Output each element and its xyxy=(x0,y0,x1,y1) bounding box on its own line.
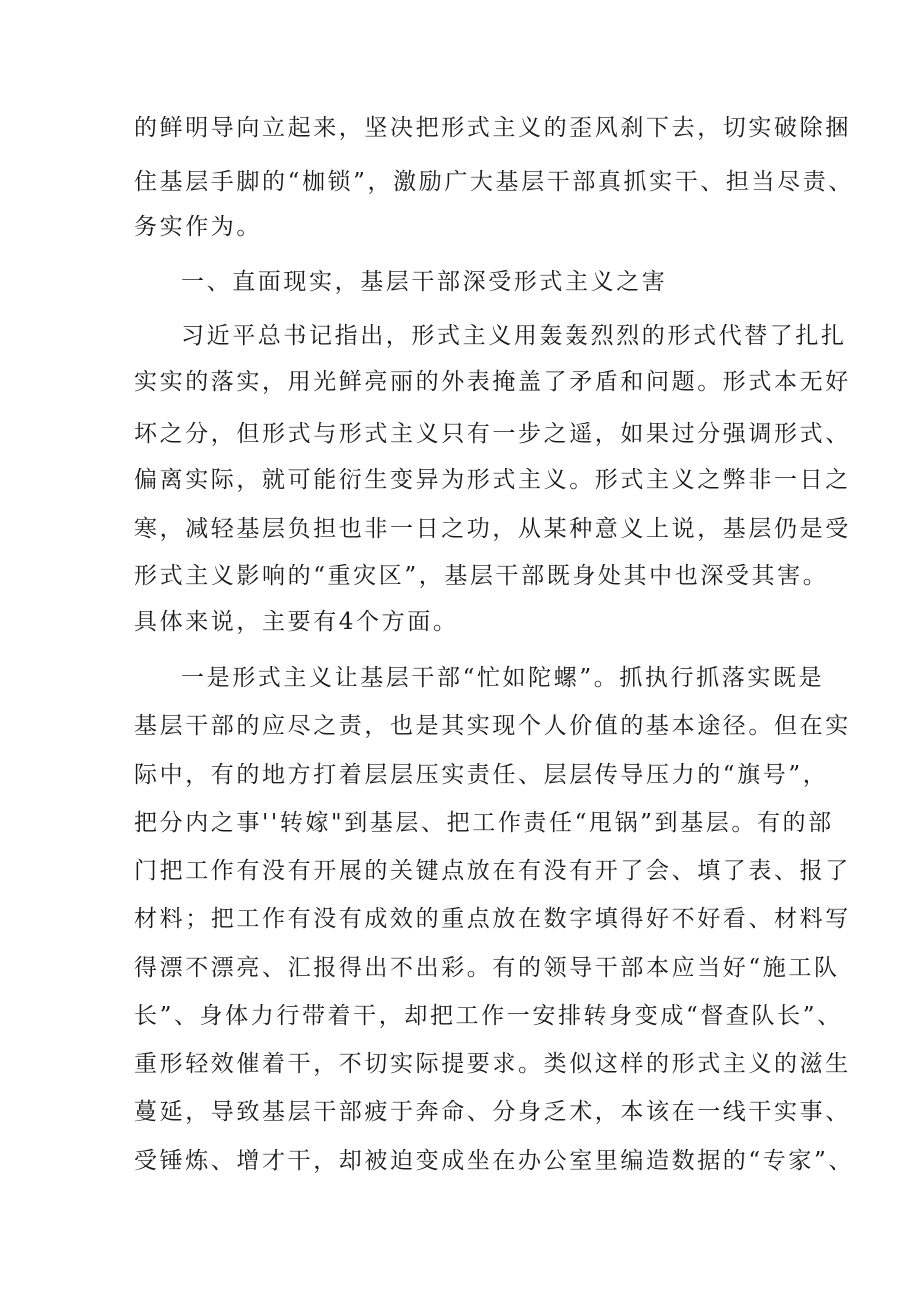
paragraph-1-line-1: 的鲜明导向立起来，坚决把形式主义的歪风刹下去，切实破除捆 xyxy=(134,115,851,141)
paragraph-1-line-3: 务实作为。 xyxy=(134,214,262,240)
section-heading: 一、直面现实，基层干部深受形式主义之害 xyxy=(181,269,668,295)
paragraph-2-line-6: 形式主义影响的“重灾区”，基层干部既身处其中也深受其害。 xyxy=(134,563,829,589)
paragraph-2-line-5: 寒，减轻基层负担也非一日之功，从某种意义上说，基层仍是受 xyxy=(134,516,851,542)
paragraph-3-line-4: 把分内之事''转嫁"到基层、把工作责任“甩锅”到基层。有的部 xyxy=(134,810,834,836)
paragraph-3-line-7: 得漂不漂亮、汇报得出不出彩。有的领导干部本应当好“施工队 xyxy=(134,955,840,981)
paragraph-3-line-6: 材料；把工作有没有成效的重点放在数字填得好不好看、材料写 xyxy=(134,906,851,932)
paragraph-1-line-2: 住基层手脚的“枷锁”，激励广大基层干部真抓实干、担当尽责、 xyxy=(134,169,854,195)
paragraph-3-line-1: 一是形式主义让基层干部“忙如陀螺”。抓执行抓落实既是 xyxy=(181,665,825,691)
paragraph-2-line-7: 具体来说，主要有4个方面。 xyxy=(134,609,459,635)
paragraph-2-line-1: 习近平总书记指出，形式主义用轰轰烈烈的形式代替了扎扎 xyxy=(181,323,847,349)
paragraph-3-line-3: 际中，有的地方打着层层压实责任、层层传导压力的“旗号”， xyxy=(134,762,829,788)
paragraph-3-line-9: 重形轻效催着干，不切实际提要求。类似这样的形式主义的滋生 xyxy=(134,1051,851,1077)
paragraph-2-line-3: 坏之分，但形式与形式主义只有一步之遥，如果过分强调形式、 xyxy=(134,421,851,447)
paragraph-3-line-8: 长”、身体力行带着干，却把工作一安排转身变成“督查队长”、 xyxy=(134,1003,843,1029)
paragraph-3-line-10: 蔓延，导致基层干部疲于奔命、分身乏术，本该在一线干实事、 xyxy=(134,1099,851,1125)
paragraph-2-line-4: 偏离实际，就可能衍生变异为形式主义。形式主义之弊非一日之 xyxy=(134,467,851,493)
paragraph-2-line-2: 实实的落实，用光鲜亮丽的外表掩盖了矛盾和问题。形式本无好 xyxy=(134,369,851,395)
paragraph-3-line-2: 基层干部的应尽之责，也是其实现个人价值的基本途径。但在实 xyxy=(134,713,851,739)
paragraph-3-line-5: 门把工作有没有开展的关键点放在有没有开了会、填了表、报了 xyxy=(134,858,851,884)
paragraph-3-line-11: 受锤炼、增才干，却被迫变成坐在办公室里编造数据的“专家”、 xyxy=(134,1148,854,1174)
